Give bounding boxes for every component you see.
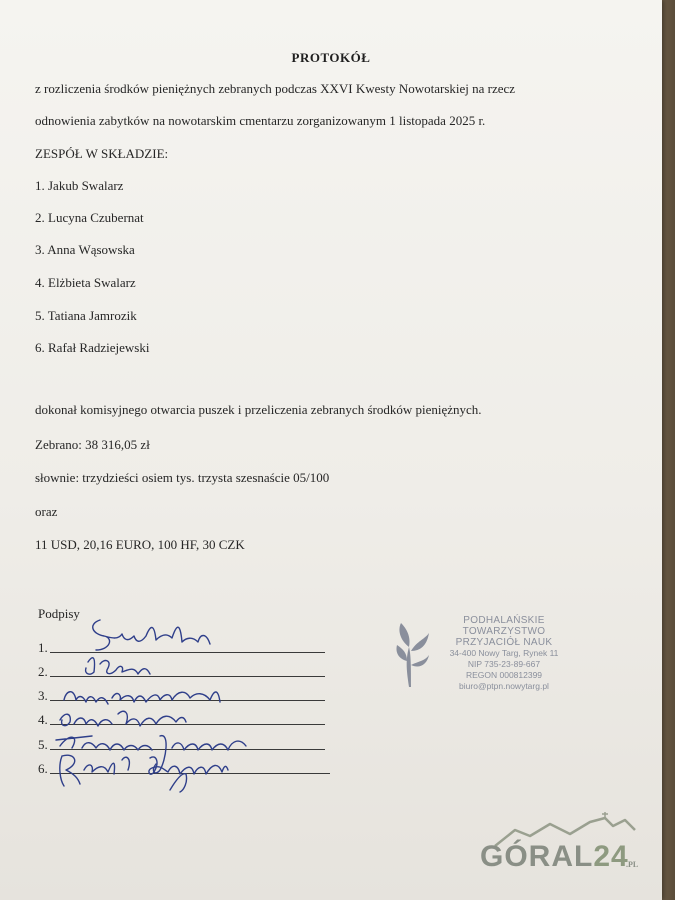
stamp-address: 34-400 Nowy Targ, Rynek 11 [449,648,559,658]
document-title: PROTOKÓŁ [291,50,371,65]
stamp-regon: REGON 000812399 [465,670,543,680]
signatures-label: Podpisy [38,606,80,621]
signature-row-number: 2. [38,664,48,679]
member-item: 3. Anna Wąsowska [35,242,135,257]
watermark-text [480,840,629,874]
stamp-name-line1: PODHALAŃSKIE TOWARZYSTWO [462,615,546,637]
watermark-brand: GÓRAL [480,840,594,873]
action-statement: dokonał komisyjnego otwarcia puszek i przeliczenia zebranych środków pieniężnych. [35,402,482,417]
foreign-currencies: 11 USD, 20,16 EURO, 100 HF, 30 CZK [35,537,245,552]
amount-in-words: słownie: trzydzieści osiem tys. trzysta szesnaście 05/100 [35,470,330,485]
stamp-nip: NIP 735-23-89-667 [467,659,541,669]
signature-row-number: 4. [38,712,48,727]
leaf-emblem-icon [395,617,431,689]
member-item: 2. Lucyna Czubernat [35,210,144,225]
member-item: 6. Rafał Radziejewski [35,340,150,355]
stamp-name-line2: PRZYJACIÓŁ NAUK [455,637,553,648]
collected-amount: Zebrano: 38 316,05 zł [35,437,150,452]
member-item: 1. Jakub Swalarz [35,178,124,193]
signature-row-number: 5. [38,737,48,752]
member-item: 4. Elżbieta Swalarz [35,275,136,290]
signature-row-number: 6. [38,761,48,776]
watermark-number: 24 [593,840,629,873]
goral24-watermark [475,810,665,880]
stamp-email: biuro@ptpn.nowytarg.pl [459,681,549,691]
watermark-suffix: .PL [626,860,639,869]
organization-stamp [395,615,585,695]
signature-row-number: 1. [38,640,48,655]
and-text: oraz [35,504,58,519]
intro-line-1: z rozliczenia środków pieniężnych zebranych podczas XXVI Kwesty Nowotarskiej na rzecz [35,81,516,96]
team-heading: ZESPÓŁ W SKŁADZIE: [35,146,169,161]
signature-row-number: 3. [38,688,48,703]
member-item: 5. Tatiana Jamrozik [35,308,137,323]
intro-line-2: odnowienia zabytków na nowotarskim cmentarzu zorganizowanym 1 listopada 2025 r. [35,113,486,128]
